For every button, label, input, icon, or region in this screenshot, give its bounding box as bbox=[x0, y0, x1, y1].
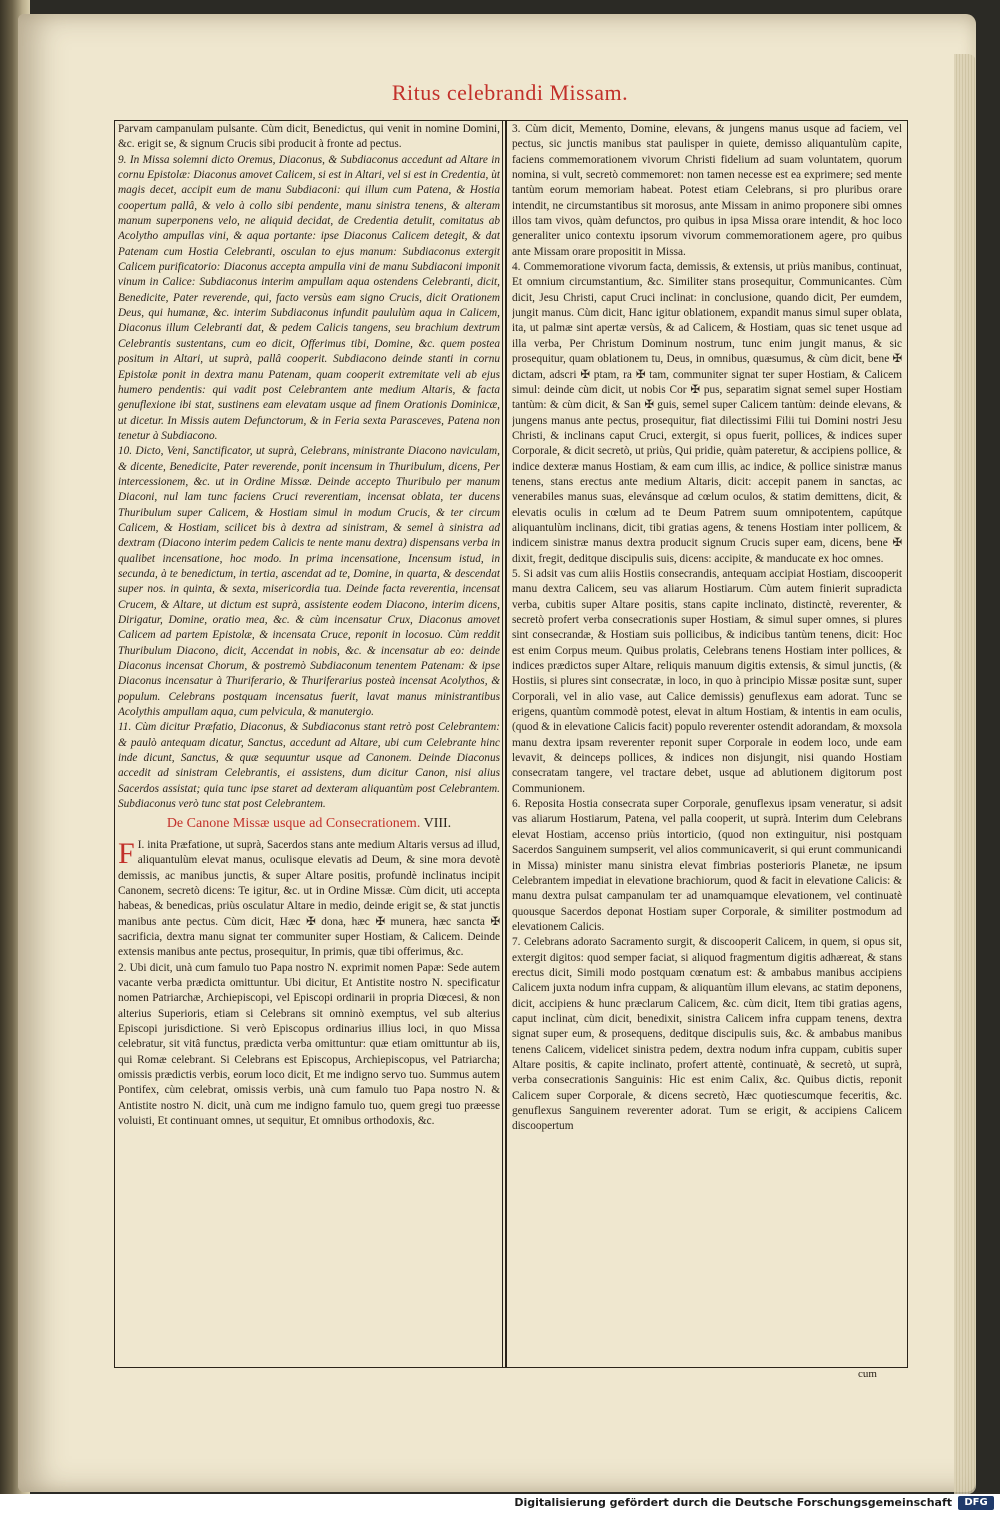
paragraph-4: 4. Commemoratione vivorum facta, demissis, & extensis, ut priùs manibus, continuat, Et omnium circumstantium, &c. Similiter stans prosequitur, Communicantes. Cùm dicit, Jesu Christi, caput Cruci inclinat: in conclusione, quando dicit, Per eumdem, jungit manus. Cùm dicit, Hanc igitur oblationem, expandit manus simul super oblata, ita, ut palmæ sint apertæ versùs, & ad Calicem, & Hostiam, quas sic tenet usque ad illa verba, Per Christum Dominum nostrum, tunc enim jungit manus, & sic prosequitur, quam oblationem tu, Deus, in omnibus, quæsumus, & cùm dicit, bene ✠ dictam, adscri ✠ ptam, ra ✠ tam, communiter signat ter super Hostiam, & Calicem simul: deinde cùm dicit, ut nobis Cor ✠ pus, separatim signat semel super Hostiam tantùm: & cùm dicit, & San ✠ guis, semel super Calicem tantùm: deinde elevans, & jungens manus ante pectus, prosequitur, fiat dilectissimi Filii tui Domini nostri Jesu Christi, & inclinans caput Cruci, extergit, si opus fuerit, pollices, & indices super Corporale, & dicit secretò, ut priùs, Qui pridie, quàm pateretur, & accipiens pollice, & indice dexteræ manus Hostiam, & eam cum illis, ac indice, & pollice sinistræ manus tenens, stans erectus ante medium Altaris, dicit: accepit panem in sanctas, ac venerabiles manus suas, elevánsque ad cœlum oculos, & statim demittens, dicit, & elevatis oculis in cœlum ad te Deum Patrem suum omnipotentem, capútque aliquantulùm inclinans, dicit, tibi gratias agens, & tenens Hostiam inter pollicem, & indicem sinistræ manus dextra producit signum Crucis super eam, dicens, bene ✠ dixit, fregit, deditque discipulis suis, dicens: accipite, & manducate ex hoc omnes. bbox=[512, 261, 902, 565]
catchword: cum bbox=[858, 1368, 877, 1380]
right-column bbox=[512, 122, 902, 1362]
digitization-footer bbox=[0, 1494, 1000, 1513]
paragraph-2: 2. Ubi dicit, unà cum famulo tuo Papa nostro N. exprimit nomen Papæ: Sede autem vacante verba prædicta omittuntur. Ubi dicitur, Et Antistite nostro N. specificatur nomen Patriarchæ, Archiepiscopi, vel Episcopi ordinarii in propria Diœcesi, & non alterius Superioris, etiam si Celebrans sit omninò exemptus, vel sub alterius Episcopi jurisdictione. Si verò Episcopus ordinarius illius loci, in quo Missa celebratur, sit vitâ functus, prædicta verba omittuntur: quæ etiam omittuntur ab iis, qui Romæ celebrant. Si Celebrans est Episcopus, Archiepiscopus, vel Patriarcha; omissis prædictis verbis, eorum loco dicit, Et me indigno servo tuo. Summus autem Pontifex, cùm celebrat, omissis verbis, unà cum famulo tuo Papa nostro N. & Antistite nostro N. dicit, unà cum me indigno famulo tuo, quem gregi tuo præesse voluisti, Et continuant omnes, ut sequitur, Et omnibus orthodoxis, &c. bbox=[118, 961, 500, 1127]
page-edges bbox=[954, 54, 976, 1494]
paragraph-11: 11. Cùm dicitur Præfatio, Diaconus, & Subdiaconus stant retrò post Celebrantem: & paulò antequam dicatur, Sanctus, accedunt ad Altare, ubi cum Celebrante hinc inde dicunt, Sanctus, & quæ sequuntur usque ad Canonem. Deinde Diaconus accedit ad sinistram Celebrantis, ei assistens, dum dicitur Canon, nisi alius Sacerdos assistat; quia tunc ipse staret ad dexteram aliquantùm post Celebrantem. Subdiaconus verò tunc stat post Celebrantem. bbox=[118, 721, 500, 811]
paragraph-3: 3. Cùm dicit, Memento, Domine, elevans, & jungens manus usque ad faciem, vel pectus, sic junctis manibus stat paulisper in quiete, demisso aliquantulùm capite, faciens commemorationem vivorum Christi fidelium ad suam voluntatem, quorum nomina, si vult, secretò commemoret: non tamen necesse est ea exprimere; sed mente tantùm eorum memoriam habeat. Potest etiam Celebrans, si pro pluribus orare intendit, ne circumstantibus sit morosus, ante Missam in animo proponere sibi omnes illos tam vivos, quàm defunctos, pro quibus in ipsa Missa orare intendit, & hoc loco generaliter unico contextu ipsorum vivorum commemorationem agere, pro quibus ante Missam orare propositit in Missa. bbox=[512, 123, 902, 258]
paragraph-top: Parvam campanulam pulsante. Cùm dicit, Benedictus, qui venit in nomine Domini, &c. erigit se, & signum Crucis sibi producit à fronte ad pectus. bbox=[118, 123, 500, 151]
drop-initial: F bbox=[118, 836, 135, 870]
paragraph-1-number: I. bbox=[137, 838, 145, 851]
left-column bbox=[118, 122, 500, 1362]
section-heading-title: De Canone Missæ usque ad Consecrationem. bbox=[166, 816, 421, 832]
paragraph-7: 7. Celebrans adorato Sacramento surgit, & discooperit Calicem, in quem, si opus sit, extergit digitos: quod semper faciat, si aliquod fragmentum digitis adhæreat, & stans erectus dicit, Simili modo postquam cœnatum est: & ambabus manibus accipiens Calicem juxta nodum infra cuppam, & aliquantùm illum elevans, ac statim deponens, dicit, accipiens & hunc præclarum Calicem, &c. cùm dicit, Item tibi gratias agens, caput inclinat, cùm dicit, benedixit, sinistra Calicem infra cuppam tenens, dextra signat super eum, & prosequens, deditque discipulis suis, &c. & ambabus manibus tenens Calicem, videlicet sinistra pedem, dextra nodum infra cuppam, cubitis super Altare positis, & capite inclinato, profert attentè, continuatè, & secretò, ut suprà, verba consecrationis Sanguinis: Hic est enim Calix, &c. Quibus dictis, reponit Calicem super Corporale, & dicens secretò, Hæc quotiescumque feceritis, &c. genuflexus Sanguinem reverenter adorat. Tum se erigit, & accipiens Calicem discoopertum bbox=[512, 936, 902, 1133]
column-rule-inner bbox=[502, 120, 503, 1368]
paragraph-6: 6. Reposita Hostia consecrata super Corporale, genuflexus ipsam veneratur, si adsit vas aliarum Hostiarum, Patena, vel palla cooperit, ut suprà. Interim dum Celebrans elevat Hostiam, accenso priùs intorticio, (quod non extinguitur, nisi postquam Sacerdos Sanguinem sumpserit, vel alios communicaverit, si qui erunt communicandi in Missa) minister manu sinistra elevat fimbrias posterioris Planetæ, ne ipsum Celebrantem impediat in elevatione brachiorum, quod & facit in elevatione Calicis: & manu dextra pulsat campanulam ter ad unamquamque elevationem, vel continuatè quousque Sacerdos deponat Hostiam super Corporale, & similiter postmodum ad elevationem Calicis. bbox=[512, 798, 902, 933]
section-heading bbox=[118, 816, 500, 831]
paragraph-9: 9. In Missa solemni dicto Oremus, Diaconus, & Subdiaconus accedunt ad Altare in cornu Epistolæ: Diaconus amovet Calicem, si est in Altari, vel si est in Credentia, ùt magis decet, accipit eum de manu Subdiaconi: qui illum cum Patena, & Hostia coopertum pallâ, & velo à collo sibi pendente, manu sinistra tenens, & alteram manum superponens velo, ne aliquid decidat, de Credentia detulit, comitatus ab Acolytho ampullas vini, & aqua portante: ipse Diaconus Calicem detegit, & dat Patenam cum Hostia Celebranti, osculan to ejus manum: Subdiaconus extergit Calicem purificatorio: Diaconus accepta ampulla vini de manu Subdiaconi imponit vinum in Calice: Subdiaconus interim ampullam aqua ostendens Celebranti, dicit, Benedicite, Pater reverende, qui, facto versùs eam signo Crucis, dicit Orationem Deus, qui humanæ, &c. interim Subdiaconus infundit paululùm aqua in Calicem, Diaconus illum Celebranti dat, & pedem Calicis tangens, seu brachium dextrum Celebrantis sustentans, cum eo dicit, Offerimus tibi, Domine, &c. quem postea positum in Altari, ut suprà, pallâ cooperit. Subdiacono deinde stanti in cornu Epistolæ ponit in dextra manu Patenam, quam cooperit extremitate veli ab ejus humero pendentis: qui vadit post Celebrantem ante medium Altaris, & facta genuflexione ibi stat, sustinens eam elevatam usque ad finem Orationis Dominicæ, ut dicetur. In Missis autem Defunctorum, & in Feria sexta Parasceves, Patena non tenetur à Subdiacono. bbox=[118, 153, 500, 442]
section-heading-number: VIII. bbox=[423, 816, 452, 832]
paragraph-1 bbox=[118, 838, 500, 961]
dfg-logo: DFG bbox=[958, 1496, 994, 1510]
paragraph-10: 10. Dicto, Veni, Sanctificator, ut suprà, Celebrans, ministrante Diacono naviculam, & dicente, Benedicite, Pater reverende, ponit incensum in Thuribulum, dicens, Per intercessionem, &c. ut in Ordine Missæ. Deinde accepto Thuribulo per manum Diaconi, nul lam tunc faciens Cruci reverentiam, incensat oblata, ter ducens Thuribulum super Calicem, & Hostiam simul in modum Crucis, & ter circum Calicem, & Hostiam, scilicet bis à dextra ad sinistram, & semel à sinistra ad dextram (Diacono interim pedem Calicis te nente manu dextra) dispensans verba in qualibet incensatione, hoc modo. In prima incensatione, Incensum istud, in secunda, à te benedictum, in tertia, ascendat ad te, Domine, in quarta, & descendat super nos. in quinta, & sexta, misericordia tua. Deinde facta reverentia, incensat Crucem, & Altare, ut dictum est suprà, assistente eodem Diacono, interim dicens, Dirigatur, Domine, oratio mea, &c. & cùm incensatur Crux, Diaconus amovet Calicem ad partem Epistolæ, & incensata Cruce, reponit in locosuo. Cùm reddit Thuribulum Diacono, dicit, Accendat in nobis, &c. & incensatur ab eo: deinde Diaconus incensat Chorum, & postremò Subdiaconum tenentem Patenam: & ipse Diaconus incensatur à Thuriferario, & Thuriferarius posteà incensat Acolythos, & populum. Celebrans postquam incensatus fuerit, lavat manus ministrantibus Acolythis ampullam aqua, cum pelvicula, & manutergio. bbox=[118, 445, 500, 719]
paragraph-5: 5. Si adsit vas cum aliis Hostiis consecrandis, antequam accipiat Hostiam, discooperit manu dextra Calicem, seu vas aliarum Hostiarum. Cùm autem finierit supradicta verba, cubitis super Altare positis, stans capite inclinato, distinctè, reverenter, & secretò profert verba consecrationis super Hostiam, & simul super omnes, si plures sint consecrandæ, & Hostiam suis pollicibus, & indicibus tantùm tenens, dicit: Hoc est enim Corpus meum. Quibus prolatis, Celebrans tenens Hostiam inter pollices, & indices prædictos super Altare, reliquis manuum digitis extensis, & simul junctis, (& Hostiis, si plures sint consecratæ, in loco, in quo à principio Missæ positæ sunt, super Corporali, vel in alio vase, aut Calice demissis) genuflexus eam adorat. Tunc se erigens, quantùm commodè potest, elevat in altum Hostiam, & intentis in eam oculis, (quod & in elevatione Calicis facit) populo reverenter ostendit adorandam, & moxsola manu dextra ipsam reverenter reponit super Corporale in eodem loco, unde eam levavit, & deinceps pollices, & indices non disjungit, nisi quando Hostiam consecratam tangere, vel tractare debet, usque ad ablutionem digitorum post Communionem. bbox=[512, 567, 902, 795]
paragraph-1-text: inita Præfatione, ut suprà, Sacerdos stans ante medium Altaris versus ad illud, aliquantulùm elevat manus, oculisque elevatis ad Deum, & sine mora devotè demissis, ac manibus junctis, & super Altare positis, profundè inclinatus incipit Canonem, secretò dicens: Te igitur, &c. ut in Ordine Missæ. Cùm dicit, uti accepta habeas, & benedicas, priùs osculatur Altare in medio, deinde erigit se, & stat junctis manibus ante pectus. Cùm dicit, Hæc ✠ dona, hæc ✠ munera, hæc sancta ✠ sacrificia, dextra manu signat ter communiter super Hostiam, & Calicem. Deinde extensis manibus ante pectus, prosequitur, In primis, quæ tibi offerimus, &c. bbox=[118, 838, 500, 959]
footer-text: Digitalisierung gefördert durch die Deutsche Forschungsgemeinschaft bbox=[514, 1496, 952, 1509]
column-rule bbox=[505, 120, 507, 1368]
running-head: Ritus celebrandi Missam. bbox=[391, 80, 629, 105]
